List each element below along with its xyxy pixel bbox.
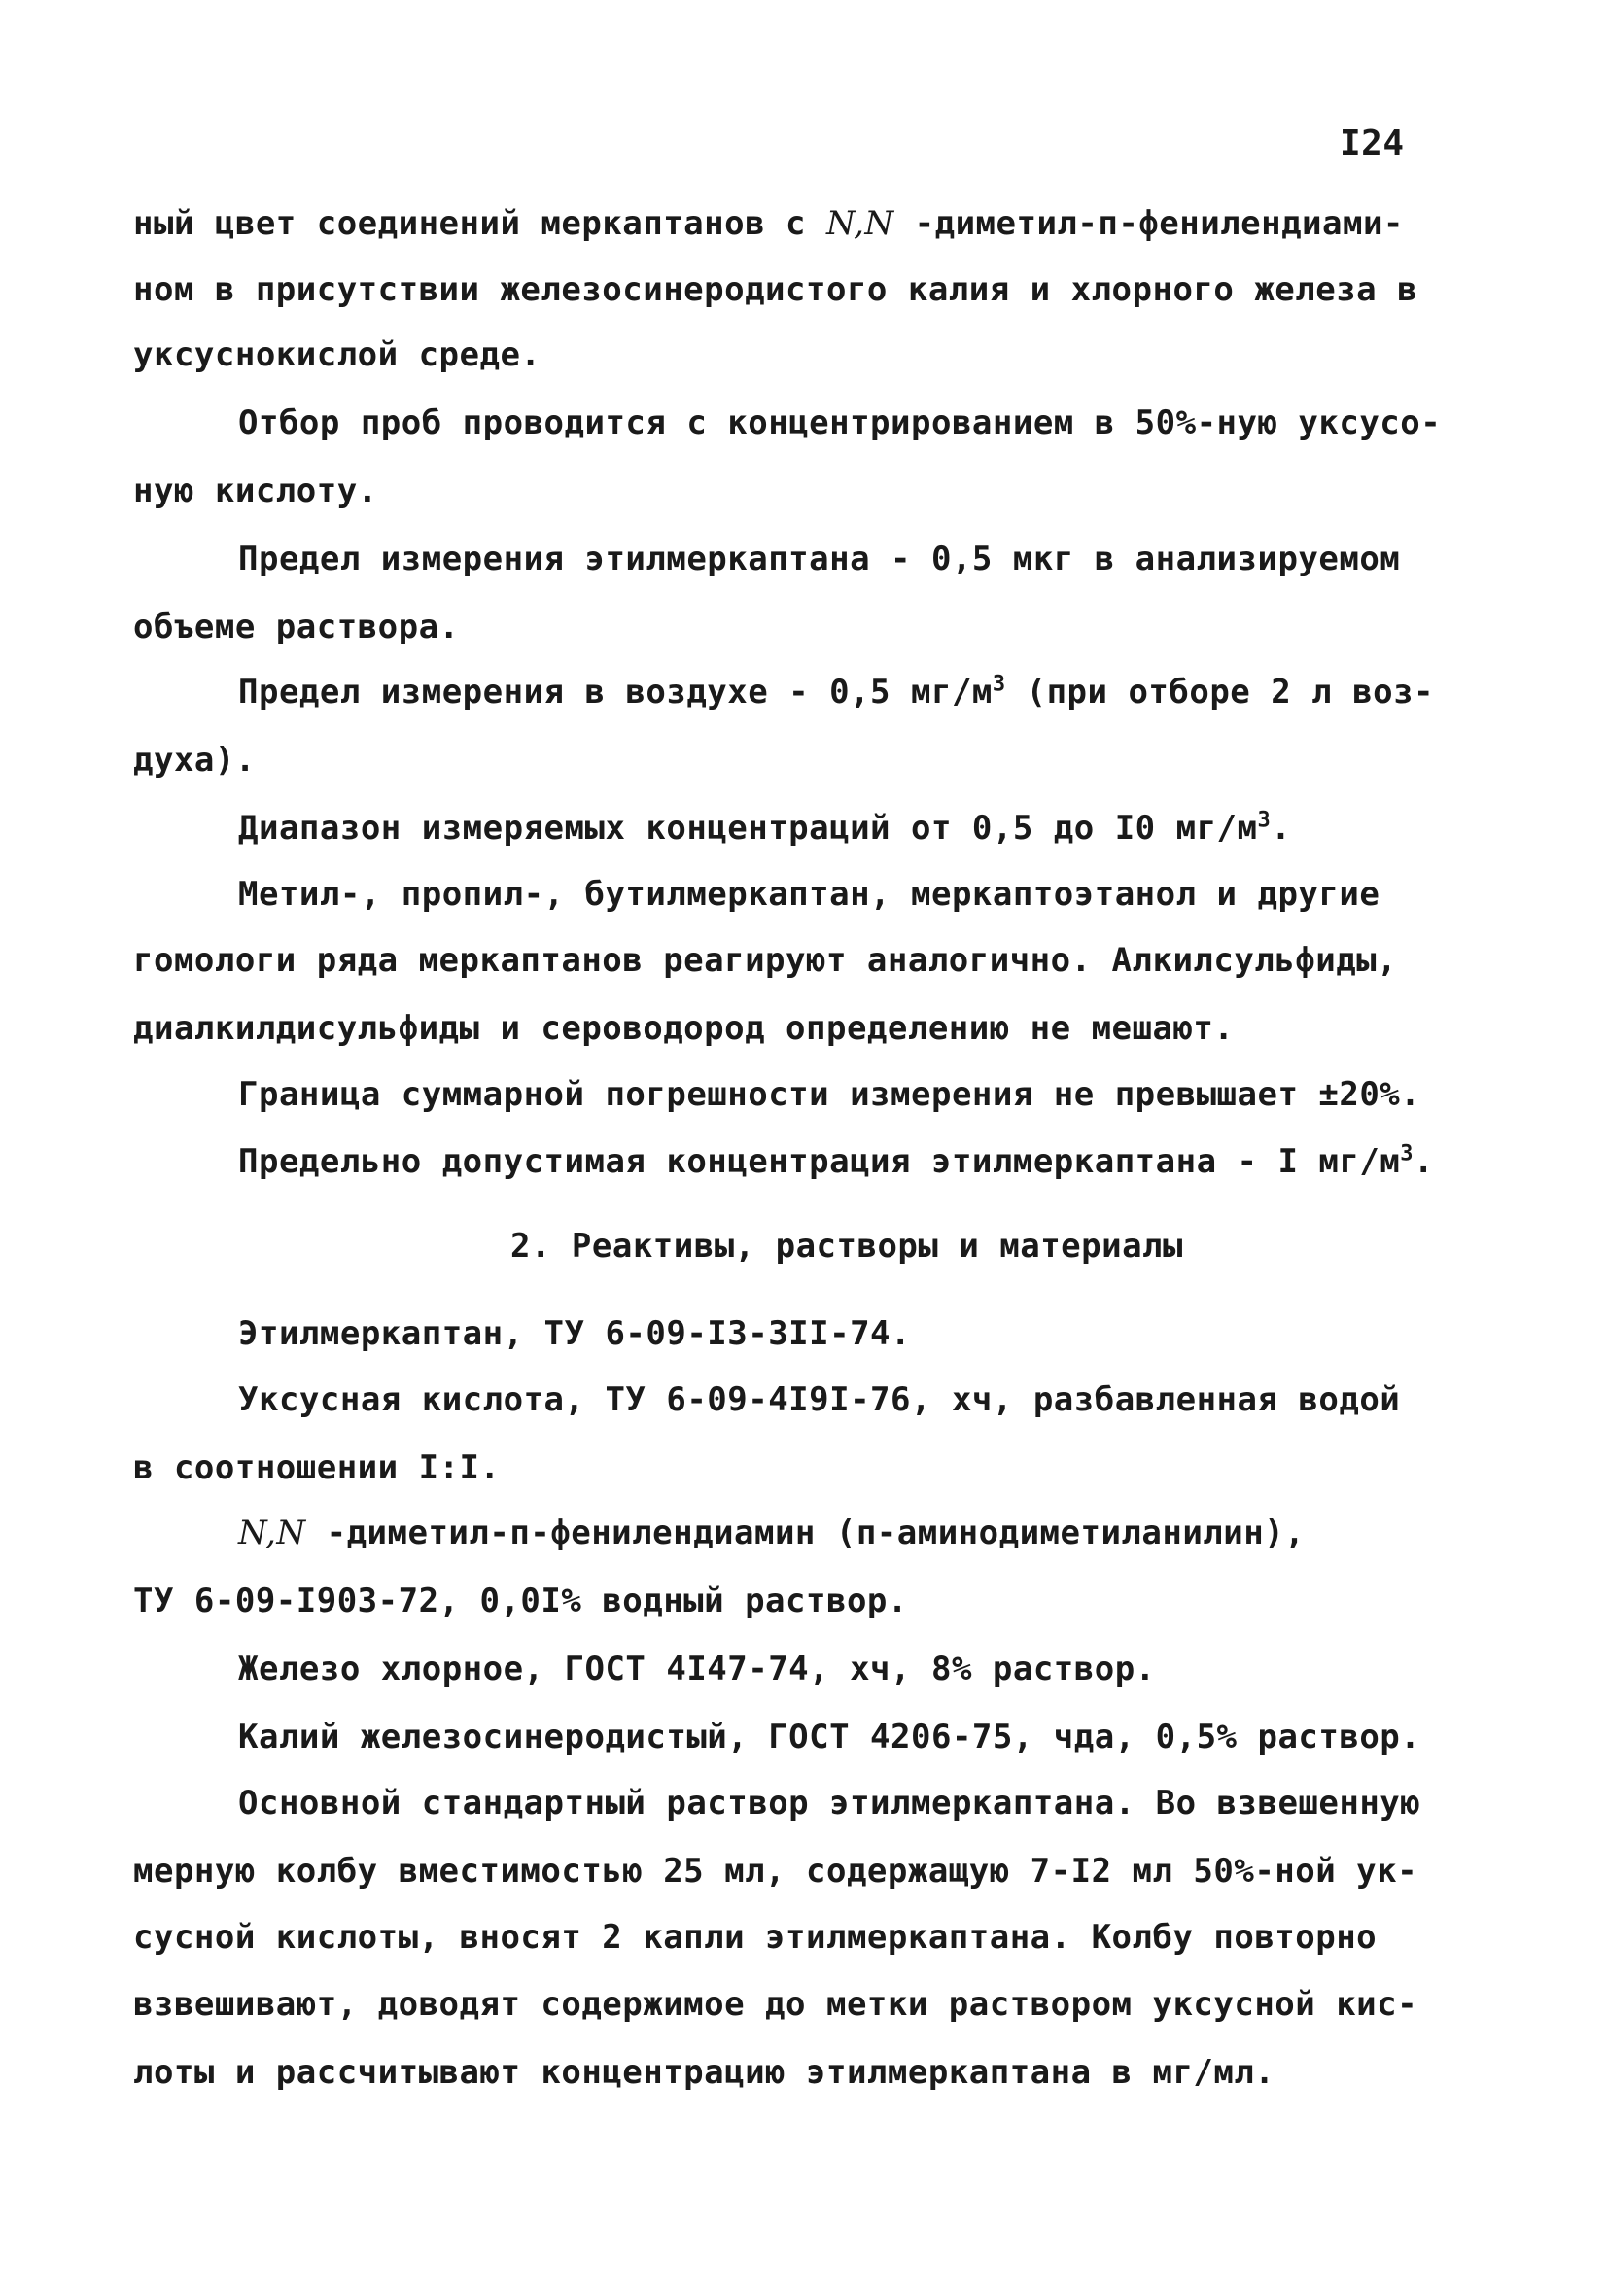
- text-line: гомологи ряда меркаптанов реагируют аналогично. Алкилсульфиды,: [133, 941, 1398, 980]
- text-line: [238, 809, 1291, 848]
- text-line: ном в присутствии железосинеродистого калия и хлорного железа в: [133, 270, 1418, 309]
- text-fragment: .: [1271, 809, 1292, 848]
- text-line: ТУ 6-09-I903-72, 0,0I% водный раствор.: [133, 1582, 908, 1620]
- text-line: взвешивают, доводят содержимое до метки раствором уксусной кис-: [133, 1985, 1418, 2024]
- text-line: Этилмеркаптан, ТУ 6-09-I3-3II-74.: [238, 1314, 912, 1353]
- text-fragment: Диапазон измеряемых концентраций от 0,5 до I0 мг/м: [238, 809, 1258, 848]
- page-number: I24: [1340, 123, 1405, 163]
- chemical-symbol: N,N: [238, 1513, 306, 1552]
- text-fragment: -диметил-п-фенилендиами-: [914, 204, 1404, 243]
- section-heading: 2. Реактивы, растворы и материалы: [510, 1227, 1184, 1266]
- text-fragment: ный цвет соединений меркаптанов с: [133, 204, 807, 243]
- text-line: диалкилдисульфиды и сероводород определению не мешают.: [133, 1009, 1235, 1048]
- superscript: 3: [992, 672, 1006, 697]
- text-line: Уксусная кислота, ТУ 6-09-4I9I-76, хч, разбавленная водой: [238, 1380, 1401, 1419]
- text-line: Метил-, пропил-, бутилмеркаптан, меркаптоэтанол и другие: [238, 875, 1380, 914]
- superscript: 3: [1400, 1141, 1415, 1166]
- text-fragment: .: [1414, 1142, 1435, 1181]
- text-fragment: -диметил-п-фенилендиамин (п-аминодиметиланилин),: [305, 1513, 1306, 1552]
- text-line: Железо хлорное, ГОСТ 4I47-74, хч, 8% раствор.: [238, 1650, 1156, 1688]
- text-line: уксуснокислой среде.: [133, 335, 541, 374]
- text-line: лоты и рассчитывают концентрацию этилмеркаптана в мг/мл.: [133, 2053, 1275, 2092]
- text-line: мерную колбу вместимостью 25 мл, содержащую 7-I2 мл 50%-ной ук-: [133, 1852, 1418, 1891]
- text-line: объеме раствора.: [133, 608, 460, 646]
- text-line: [238, 1142, 1434, 1181]
- text-line: [133, 204, 1404, 243]
- text-line: Калий железосинеродистый, ГОСТ 4206-75, чда, 0,5% раствор.: [238, 1718, 1421, 1757]
- text-fragment: Предел измерения в воздухе - 0,5 мг/м: [238, 673, 993, 712]
- text-line: сусной кислоты, вносят 2 капли этилмеркаптана. Колбу повторно: [133, 1918, 1378, 1957]
- text-line: Основной стандартный раствор этилмеркаптана. Во взвешенную: [238, 1784, 1421, 1823]
- text-line: духа).: [133, 741, 256, 780]
- text-line: ную кислоту.: [133, 471, 378, 510]
- text-line: Граница суммарной погрешности измерения не превышает ±20%.: [238, 1075, 1421, 1114]
- text-fragment: Предельно допустимая концентрация этилмеркаптана - I мг/м: [238, 1142, 1401, 1181]
- text-line: Предел измерения этилмеркаптана - 0,5 мкг в анализируемом: [238, 539, 1401, 578]
- superscript: 3: [1257, 808, 1272, 833]
- text-line: Отбор проб проводится с концентрированием в 50%-ную уксусо-: [238, 403, 1442, 442]
- text-line: [238, 673, 1434, 712]
- text-line: [238, 1513, 1305, 1552]
- chemical-symbol: N,N: [826, 204, 894, 243]
- text-line: в соотношении I:I.: [133, 1448, 501, 1487]
- text-fragment: (при отборе 2 л воз-: [1005, 673, 1435, 712]
